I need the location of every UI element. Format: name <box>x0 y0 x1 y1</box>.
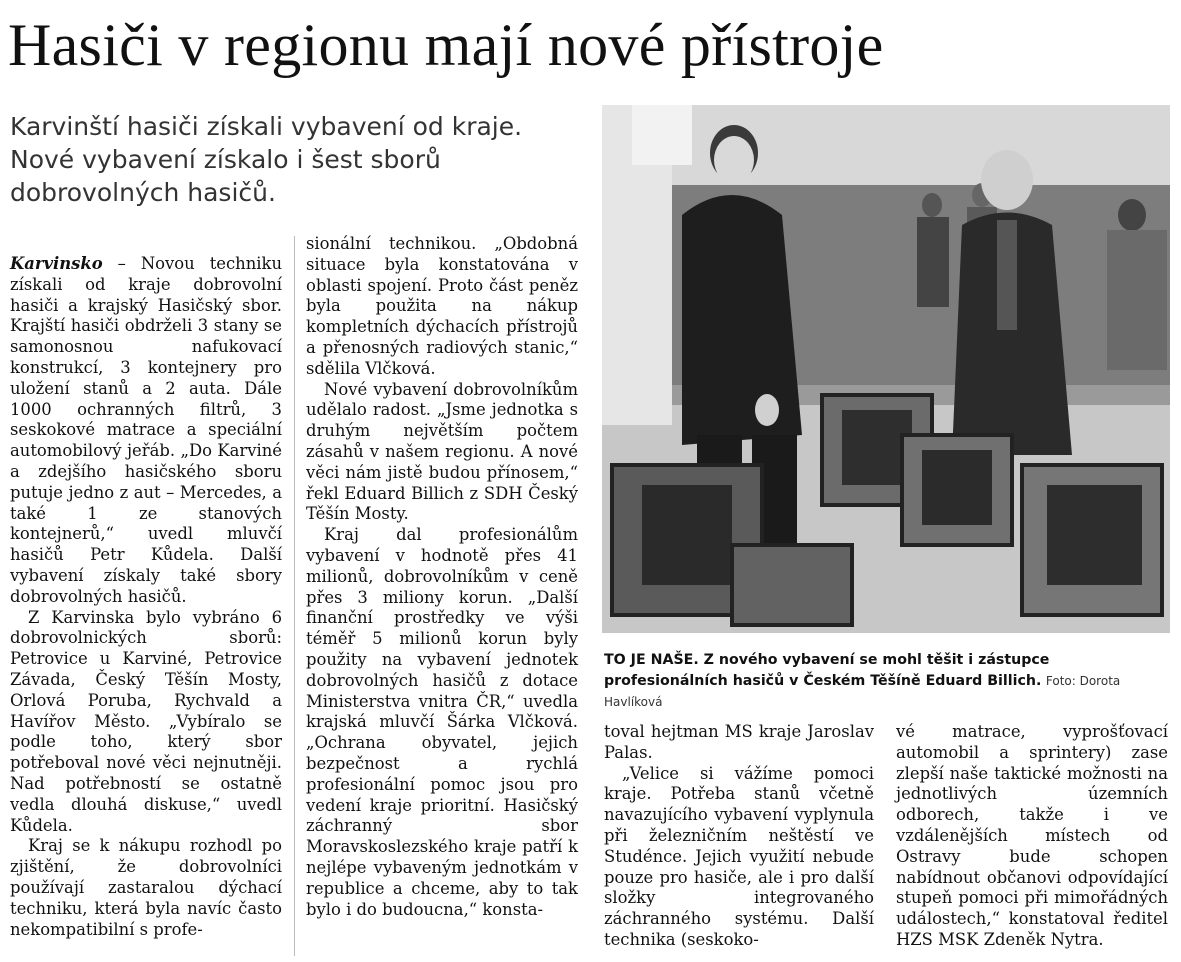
article-paragraph: Z Karvinska bylo vybráno 6 dobrovolnických sborů: Petrovice u Karviné, Petrovice Závada, Český Těšín Mosty, Orlová Poruba, Rychvald a Havířov Město. „Vybíralo se podle toho, který sbor potřeboval nové věci nejnutněji. Nad potřebností se ostatně vedla dlouhá diskuse,“ uvedl Kůdela. <box>10 607 282 835</box>
photo-credit: Foto: Dorota Havlíková <box>604 674 1121 709</box>
caption-text: TO JE NAŠE. Z nového vybavení se mohl těšit i zástupce profesionálních hasičů v Českém Těšíně Eduard Billich. <box>604 652 1050 689</box>
column-divider <box>294 236 295 956</box>
article-column-4 <box>896 722 1168 951</box>
article-column-3 <box>604 722 874 951</box>
photo-caption <box>604 650 1174 713</box>
news-photo <box>602 105 1170 633</box>
article-paragraph: Kraj dal profesionálům vybavení v hodnotě přes 41 milionů, dobrovolníkům v ceně přes 3 miliony korun. „Další finanční prostředky ve výši téměř 5 milionů korun byly použity na vybavení jednotek dobrovolných hasičů z dotace Ministerstva vnitra ČR,“ uvedla krajská mluvčí Šárka Vlčková. „Ochrana obyvatel, jejich bezpečnost a rychlá profesionální pomoc jsou pro vedení kraje prioritní. Hasičský záchranný sbor Moravskoslezského kraje patří k nejlépe vybaveným jednotkám v republice a chceme, aby to tak bylo i do budoucna,“ konsta- <box>306 525 578 919</box>
article-paragraph: toval hejtman MS kraje Jaroslav Palas. <box>604 722 874 762</box>
photo-illustration <box>602 105 1170 633</box>
article-column-2 <box>306 234 578 920</box>
dateline: Karvinsko <box>10 254 103 273</box>
article-column-1 <box>10 254 282 940</box>
article-paragraph: sionální technikou. „Obdobná situace byla konstatována v oblasti spojení. Proto část peněz byla použita na nákup kompletních dýchacích přístrojů a přenosných radiových stanic,“ sdělila Vlčková. <box>306 234 578 378</box>
article-paragraph: „Velice si vážíme pomoci kraje. Potřeba stanů včetně navazujícího vybavení vyplynula při železničním neštěstí ve Studénce. Jejich využití nebude pouze pro hasiče, ale i pro další složky integrovaného záchranného systému. Další technika (seskoko- <box>604 763 874 949</box>
subheadline: Karvinští hasiči získali vybavení od kraje. Nové vybavení získalo i šest sborů dobrovolných hasičů. <box>10 112 523 207</box>
headline: Hasiči v regionu mají nové přístroje <box>8 12 884 78</box>
article-paragraph <box>10 254 282 608</box>
article-paragraph: Kraj se k nákupu rozhodl po zjištění, že dobrovolníci používají zastaralou dýchací techniku, která byla navíc často nekompatibilní s profe- <box>10 836 282 939</box>
article-paragraph: vé matrace, vyprošťovací automobil a sprintery) zase zlepší naše taktické možnosti na jednotlivých územních odborech, takže i ve vzdálenějších místech od Ostravy bude schopen nabídnout občanovi odpovídající stupeň pomoci při mimořádných událostech,“ konstatoval ředitel HZS MSK Zdeněk Nytra. <box>896 722 1168 949</box>
paragraph-text: – Novou techniku získali od kraje dobrovolní hasiči a krajský Hasičský sbor. Krajští hasiči obdrželi 3 stany se samonosnou nafukovací konstrukcí, 3 kontejnery pro uložení stanů a 2 auta. Dále 1000 ochranných filtrů, 3 seskokové matrace a speciální automobilový jeřáb. „Do Karviné a zdejšího hasičského sboru putuje jedno z aut – Mercedes, a také 1 ze stanových kontejnerů,“ uvedl mluvčí hasičů Petr Kůdela. Další vybavení získaly také sbory dobrovolných hasičů. <box>10 254 282 606</box>
article-paragraph: Nové vybavení dobrovolníkům udělalo radost. „Jsme jednotka s druhým největším počtem zásahů v našem regionu. A nové věci nám jistě budou přínosem,“ řekl Eduard Billich z SDH Český Těšín Mosty. <box>306 379 578 524</box>
